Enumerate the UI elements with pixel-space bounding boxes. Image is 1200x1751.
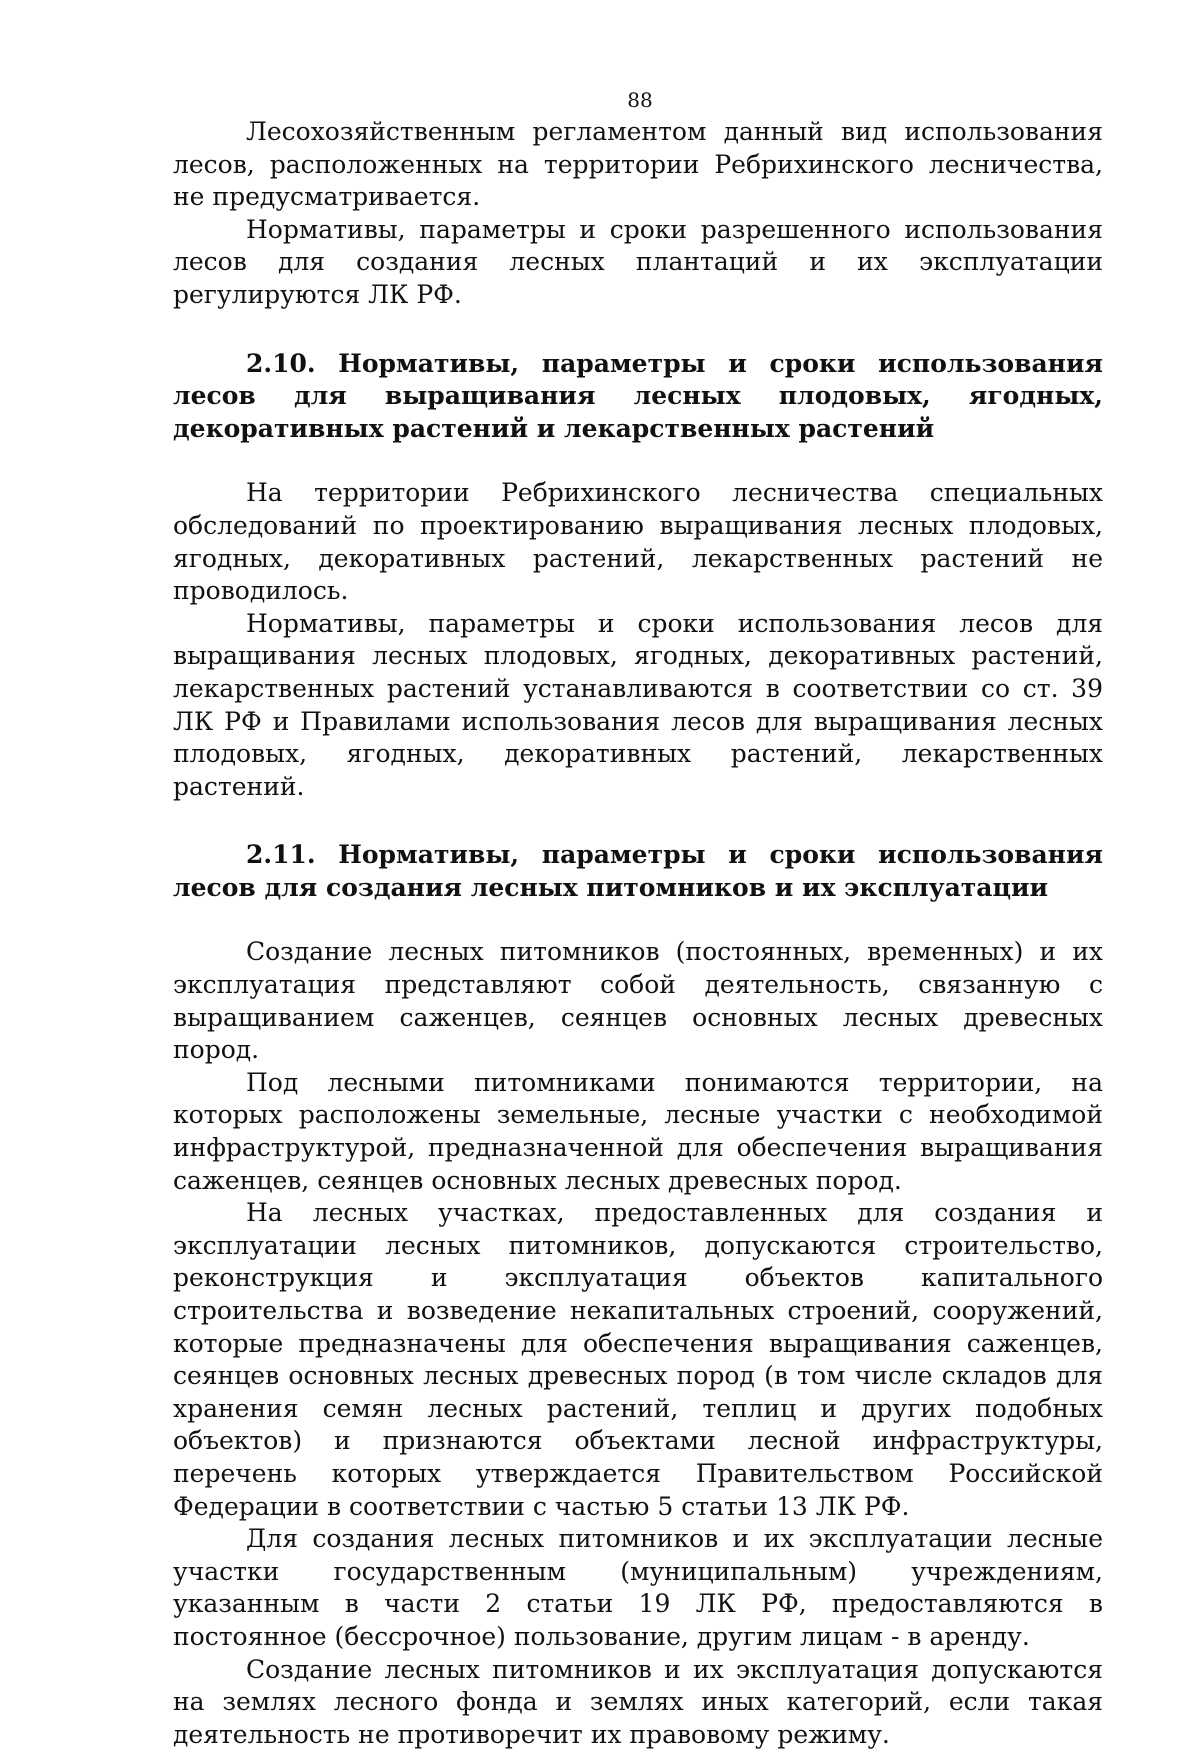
section-2-10-paragraph-1: На территории Ребрихинского лесничества специальных обследований по проектированию выращивания лесных плодовых, ягодных, декоративных растений, лекарственных растений не проводилось. [173,478,1103,606]
page-number: 88 [627,88,653,112]
intro-paragraph-1: Лесохозяйственным регламентом данный вид использования лесов, расположенных на территории Ребрихинского лесничества, не предусматривается. [173,117,1103,212]
section-2-10-paragraph-2: Нормативы, параметры и сроки использования лесов для выращивания лесных плодовых, ягодных, декоративных растений, лекарственных растений устанавливаются в соответствии со ст. 39 ЛК РФ и Правилами использования лесов для выращивания лесных плодовых, ягодных, декоративных растений, лекарственных растений. [173,608,1103,801]
intro-paragraph-2: Нормативы, параметры и сроки разрешенного использования лесов для создания лесных плантаций и их эксплуатации регулируются ЛК РФ. [173,214,1103,309]
section-2-11-paragraph-2: Под лесными питомниками понимаются территории, на которых расположены земельные, лесные участки с необходимой инфраструктурой, предназначенной для обеспечения выращивания саженцев, сеянцев основных лесных древесных пород. [173,1067,1103,1195]
section-2-11-heading: 2.11. Нормативы, параметры и сроки использования лесов для создания лесных питомников и их эксплуатации [173,840,1103,902]
spacer [173,312,1103,348]
section-2-10-heading: 2.10. Нормативы, параметры и сроки использования лесов для выращивания лесных плодовых, ягодных, декоративных растений и лекарственных растений [173,348,1103,443]
spacer [173,803,1103,839]
section-2-11-paragraph-5: Создание лесных питомников и их эксплуатация допускаются на землях лесного фонда и землях иных категорий, если такая деятельность не противоречит их правовому режиму. [173,1654,1103,1749]
spacer [173,904,1103,936]
section-2-11-paragraph-4: Для создания лесных питомников и их эксплуатации лесные участки государственным (муниципальным) учреждениям, указанным в части 2 статьи 19 ЛК РФ, предоставляются в постоянное (бессрочное) пользование, другим лицам - в аренду. [173,1524,1103,1651]
spacer [173,445,1103,477]
section-2-11-paragraph-3: На лесных участках, предоставленных для создания и эксплуатации лесных питомников, допускаются строительство, реконструкция и эксплуатация объектов капитального строительства и возведение некапитальных строений, сооружений, которые предназначены для обеспечения выращивания саженцев, сеянцев основных лесных древесных пород (в том числе складов для хранения семян лесных растений, теплиц и других подобных объектов) и признаются объектами лесной инфраструктуры, перечень которых утверждается Правительством Российской Федерации в соответствии с частью 5 статьи 13 ЛК РФ. [173,1198,1103,1521]
page-content [173,116,1103,1751]
section-2-11-paragraph-1: Создание лесных питомников (постоянных, временных) и их эксплуатация представляют собой деятельность, связанную с выращиванием саженцев, сеянцев основных лесных древесных пород. [173,937,1103,1065]
